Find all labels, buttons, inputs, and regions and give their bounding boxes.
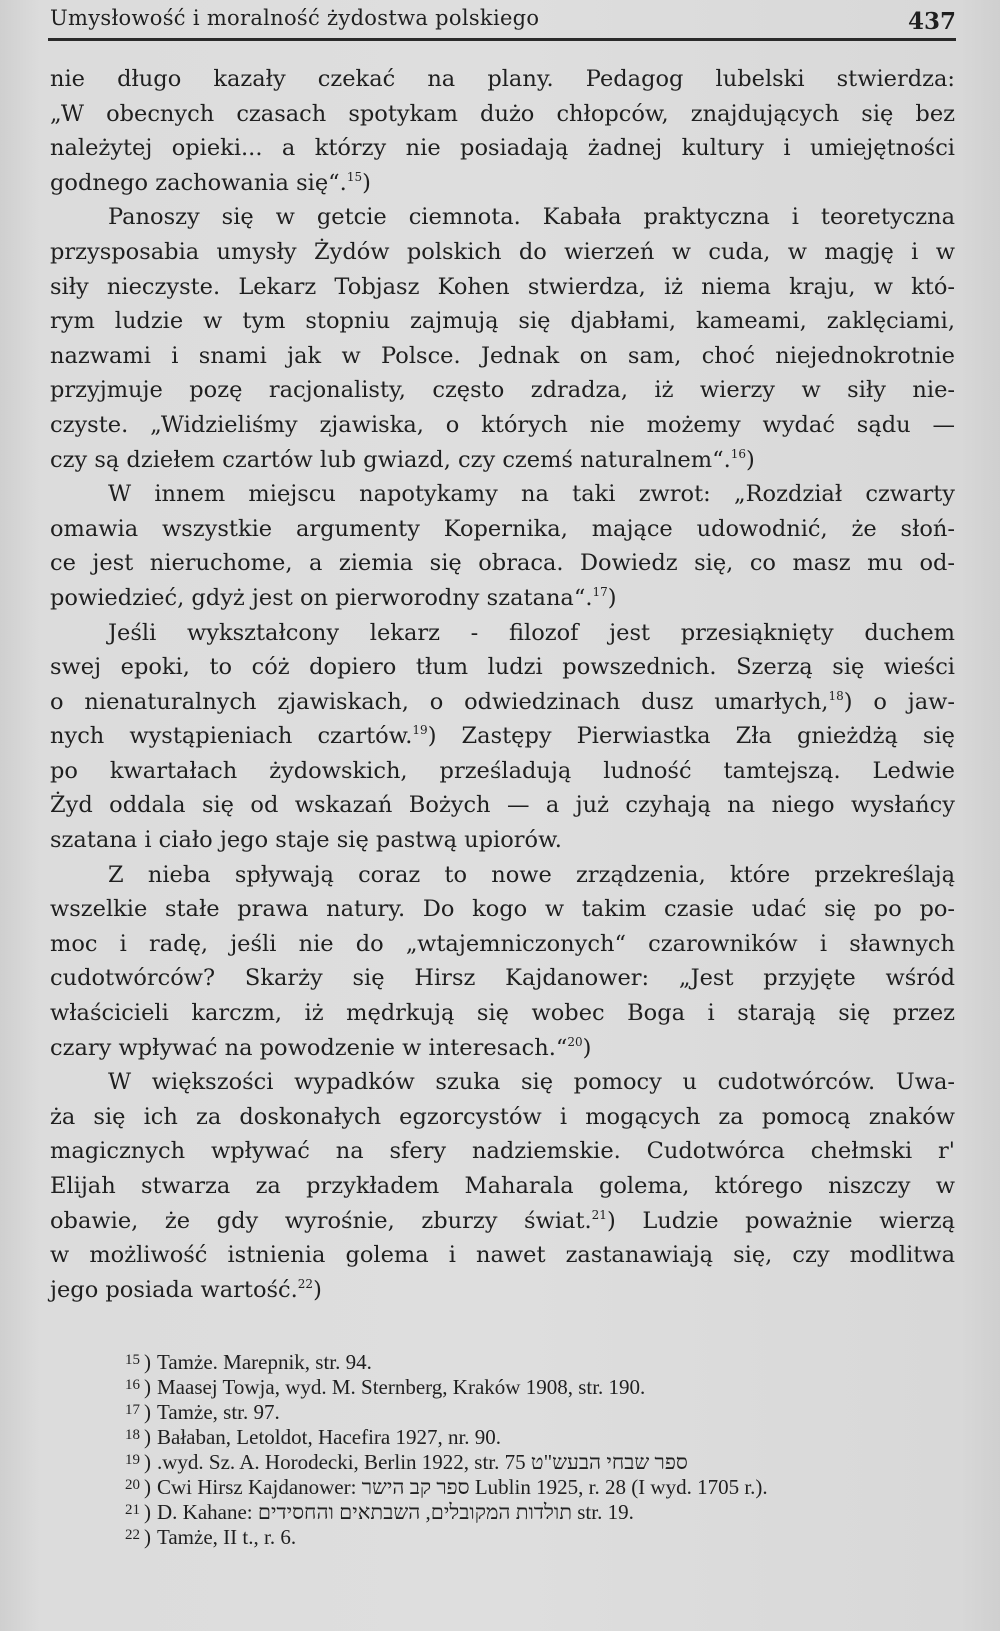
- text-line: [50, 131, 955, 166]
- footnote-text: ספר שבחי הבעש"ט wyd. Sz. A. Horodecki, Berlin 1922, str. 75.: [157, 1450, 688, 1474]
- text-line-content: ce jest nieruchome, a ziemia się obraca. Dowiedz się, co masz mu od-: [50, 550, 955, 577]
- footnotes: [100, 1350, 940, 1550]
- text-line: [50, 685, 955, 720]
- text-line-content: szatana i ciało jego staje się pastwą upiorów.: [50, 827, 562, 854]
- text-line: [50, 443, 955, 478]
- footnote-reference: 22: [297, 1276, 314, 1291]
- text-line: [50, 1238, 955, 1273]
- text-line: [50, 1065, 955, 1100]
- text-line: [50, 200, 955, 235]
- text-line-content: rym ludzie w tym stopniu zajmują się djabłami, kameami, zaklęciami,: [50, 308, 955, 335]
- text-line-content: magicznych wpływać na sfery nadziemskie. Cudotwórca chełmski r': [50, 1138, 955, 1165]
- text-line-tail: ): [313, 1276, 322, 1303]
- text-line-content: W innem miejscu napotykamy na taki zwrot: „Rozdział czwarty: [108, 481, 955, 508]
- text-line: [50, 1134, 955, 1169]
- text-line-content: przysposabia umysły Żydów polskich do wierzeń w cuda, w magję i w: [50, 238, 955, 265]
- footnote-paren: ): [144, 1375, 151, 1399]
- text-line-content: „W obecnych czasach spotykam dużo chłopców, znajdujących się bez: [50, 100, 955, 127]
- text-line-content: jego posiada wartość.: [50, 1276, 298, 1303]
- text-line-tail: ): [746, 446, 755, 473]
- text-line: [50, 927, 955, 962]
- text-line-content: moc i radę, jeśli nie do „wtajemniczonych“ czarowników i sławnych: [50, 930, 955, 957]
- text-line: [50, 754, 955, 789]
- footnote: 21 ) D. Kahane: תולדות המקובלים, השבתאים והחסידים str. 19.: [125, 1500, 634, 1524]
- footnote-reference: 21: [591, 1207, 607, 1222]
- text-line: [50, 339, 955, 374]
- footnote-reference: 19: [412, 723, 428, 738]
- footnote-text: Cwi Hirsz Kajdanower: ספר קב הישר Lublin 1925, r. 28 (I wyd. 1705 r.).: [157, 1475, 768, 1499]
- text-line-tail: ) Zastępy Pierwiastka Zła gnieżdżą się: [427, 723, 955, 750]
- footnote-paren: ): [144, 1350, 151, 1374]
- text-line: [50, 719, 955, 754]
- text-line: [50, 166, 955, 201]
- text-line-content: Elijah stwarza za przykładem Maharala golema, którego niszczy w: [50, 1173, 955, 1199]
- footnote: 22 ) Tamże, II t., r. 6.: [125, 1525, 297, 1549]
- text-line-tail: ): [582, 1034, 592, 1061]
- text-line-tail: ) o jaw-: [843, 688, 955, 715]
- text-line-content: właścicieli karczm, iż mędrkują się wobec Boga i starają się przez: [50, 1000, 955, 1027]
- text-line: [50, 62, 955, 97]
- text-line: [50, 823, 955, 858]
- text-line: [50, 996, 955, 1031]
- text-line-content: w możliwość istnienia golema i nawet zastanawiają się, czy modlitwa: [50, 1242, 955, 1269]
- text-line: [50, 581, 955, 616]
- text-line-content: należytej opieki... a którzy nie posiadają żadnej kultury i umiejętności: [50, 135, 955, 162]
- main-text: [50, 62, 955, 1307]
- text-line-tail: ): [362, 169, 371, 196]
- text-line-content: nie długo kazały czekać na plany. Pedagog lubelski stwierdza:: [50, 66, 955, 92]
- text-line: [50, 1169, 955, 1204]
- text-line: [50, 477, 955, 512]
- text-line: [50, 304, 955, 339]
- text-line: [50, 1100, 955, 1135]
- footnote-text: Tamże, II t., r. 6.: [157, 1525, 297, 1549]
- text-line-content: po kwartałach żydowskich, prześladują ludność tamtejszą. Ledwie: [50, 757, 955, 784]
- text-line: [50, 650, 955, 685]
- text-line-content: ża się ich za doskonałych egzorcystów i mogących za pomocą znaków: [50, 1103, 955, 1130]
- running-header: [50, 2, 956, 42]
- text-line: [50, 270, 955, 305]
- text-line: [50, 373, 955, 408]
- footnote-text: Bałaban, Letoldot, Hacefira 1927, nr. 90.: [157, 1425, 502, 1449]
- footnote-paren: ): [144, 1525, 151, 1549]
- text-line-content: Z nieba spływają coraz to nowe zrządzenia, które przekreślają: [108, 861, 955, 888]
- footnote-text: Tamże, str. 97.: [157, 1400, 280, 1424]
- text-line: [50, 788, 955, 823]
- footnote-reference: 16: [730, 446, 747, 461]
- text-line-content: czy są dziełem czartów lub gwiazd, czy czemś naturalnem“.: [50, 446, 731, 473]
- footnote-text: Maasej Towja, wyd. M. Sternberg, Kraków 1908, str. 190.: [157, 1375, 646, 1399]
- text-line-content: wszelkie stałe prawa natury. Do kogo w takim czasie udać się po po-: [50, 896, 955, 923]
- text-line-content: godnego zachowania się“.: [50, 169, 347, 196]
- text-line: [50, 1273, 955, 1308]
- text-line-content: o nienaturalnych zjawiskach, o odwiedzinach dusz umarłych,: [50, 688, 829, 715]
- footnote-reference: 18: [828, 688, 844, 703]
- text-line-content: Żyd oddala się od wskazań Bożych — a już czyhają na niego wysłańcy: [50, 792, 955, 819]
- text-line-content: powiedzieć, gdyż jest on pierworodny szatana“.: [50, 584, 593, 611]
- footnote-text: Tamże. Marepnik, str. 94.: [157, 1350, 372, 1374]
- footnote-paren: ): [144, 1400, 151, 1424]
- text-line: [50, 512, 955, 547]
- text-line: [50, 1204, 955, 1239]
- footnote: 20 ) Cwi Hirsz Kajdanower: ספר קב הישר Lublin 1925, r. 28 (I wyd. 1705 r.).: [125, 1475, 768, 1499]
- text-line-content: czary wpływać na powodzenie w interesach.“: [50, 1034, 568, 1061]
- footnote: 15 ) Tamże. Marepnik, str. 94.: [125, 1350, 372, 1374]
- footnote-text: D. Kahane: תולדות המקובלים, השבתאים והחסידים str. 19.: [157, 1500, 634, 1524]
- text-line-content: czyste. „Widzieliśmy zjawiska, o których nie możemy wydać sądu —: [50, 411, 955, 438]
- running-title: Umysłowość i moralność żydostwa polskiego: [50, 6, 540, 30]
- text-line: [50, 858, 955, 893]
- footnote-reference: 17: [592, 584, 608, 599]
- text-line-content: Panoszy się w getcie ciemnota. Kabała praktyczna i teoretyczna: [108, 204, 955, 231]
- text-line: [50, 235, 955, 270]
- page-number: 437: [907, 8, 956, 35]
- text-line: [50, 546, 955, 581]
- text-line-tail: ): [607, 584, 617, 611]
- footnote-paren: ): [144, 1500, 151, 1524]
- footnote: 18 ) Bałaban, Letoldot, Hacefira 1927, nr. 90.: [125, 1425, 502, 1449]
- text-line-content: przyjmuje pozę racjonalisty, często zdradza, iż wierzy w siły nie-: [50, 377, 955, 404]
- header-rule: [48, 38, 956, 41]
- text-line: [50, 616, 955, 651]
- footnote-paren: ): [144, 1475, 151, 1499]
- text-line-content: obawie, że gdy wyrośnie, zburzy świat.: [50, 1207, 592, 1234]
- text-line-content: swej epoki, to cóż dopiero tłum ludzi powszednich. Szerzą się wieści: [50, 654, 955, 681]
- text-line: [50, 892, 955, 927]
- footnote-reference: 15: [346, 169, 363, 184]
- text-line-content: cudotwórców? Skarży się Hirsz Kajdanower: „Jest przyjęte wśród: [50, 965, 955, 992]
- footnote-reference: 20: [567, 1034, 583, 1049]
- text-line: [50, 1031, 955, 1066]
- text-line-tail: ) Ludzie poważnie wierzą: [606, 1207, 956, 1234]
- footnote-paren: ): [144, 1450, 151, 1474]
- text-line: [50, 961, 955, 996]
- footnote: 16 ) Maasej Towja, wyd. M. Sternberg, Kraków 1908, str. 190.: [125, 1375, 646, 1399]
- footnote-paren: ): [144, 1425, 151, 1449]
- text-line: [50, 408, 955, 443]
- text-line-content: nazwami i snami jak w Polsce. Jednak on sam, choć niejednokrotnie: [50, 342, 955, 369]
- text-line-content: W większości wypadków szuka się pomocy u cudotwórców. Uwa-: [108, 1069, 955, 1096]
- text-line-content: Jeśli wykształcony lekarz - filozof jest przesiąknięty duchem: [108, 619, 955, 646]
- text-line-content: nych wystąpieniach czartów.: [50, 723, 413, 750]
- footnote: 17 ) Tamże, str. 97.: [125, 1400, 280, 1424]
- text-line-content: omawia wszystkie argumenty Kopernika, mające udowodnić, że słoń-: [50, 515, 955, 542]
- footnote: 19 ) ספר שבחי הבעש"ט wyd. Sz. A. Horodecki, Berlin 1922, str. 75.: [125, 1450, 688, 1474]
- text-line: [50, 97, 955, 132]
- text-line-content: siły nieczyste. Lekarz Tobjasz Kohen stwierdza, iż niema kraju, w któ-: [50, 273, 955, 300]
